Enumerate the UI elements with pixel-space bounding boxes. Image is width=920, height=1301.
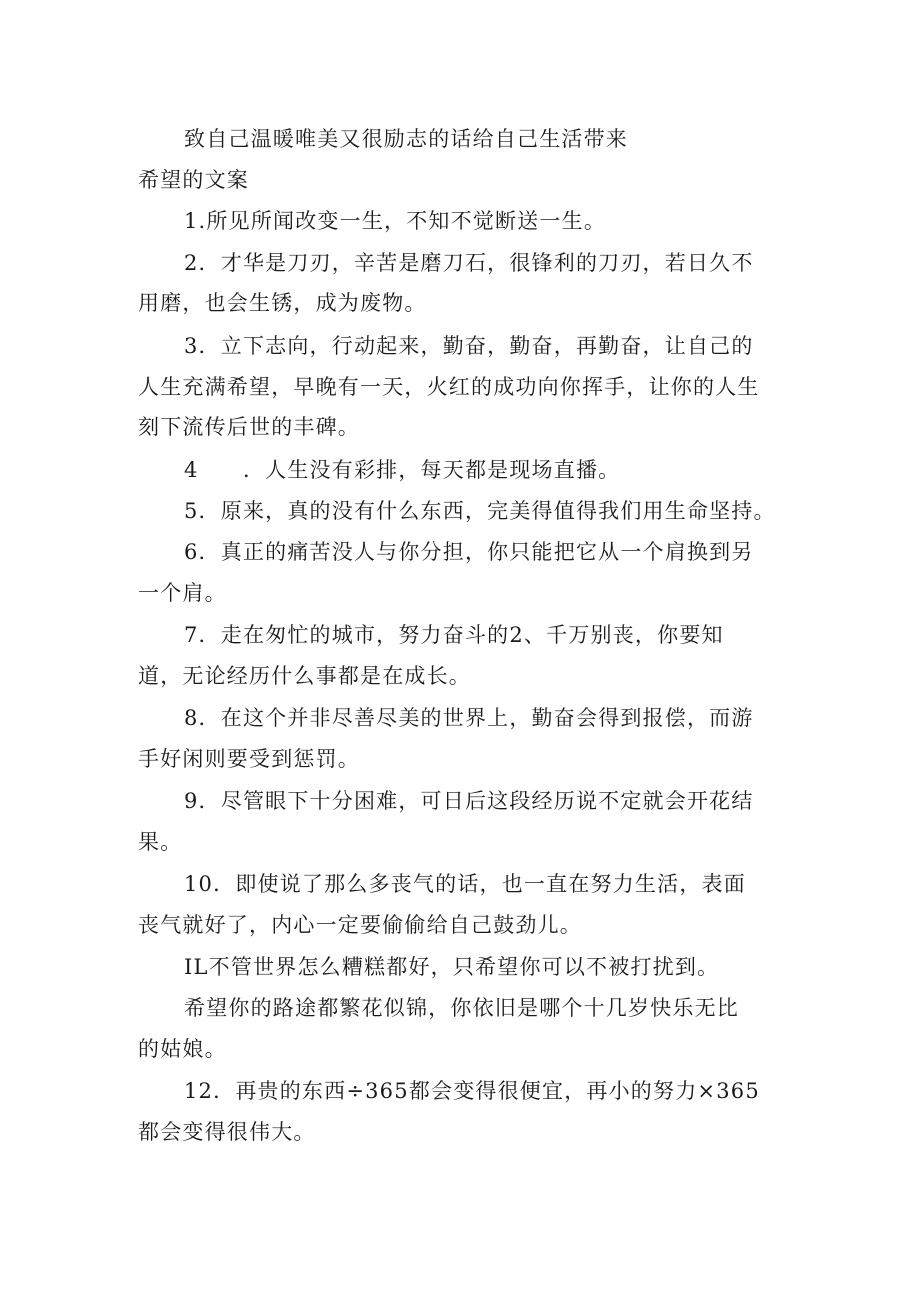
list-item-13-line-1: 12．再贵的东西÷365都会变得很便宜，再小的努力×365 <box>184 1079 760 1103</box>
document-title-line-2: 希望的文案 <box>138 168 249 192</box>
list-item-8-line-1: 8．在这个并非尽善尽美的世界上，勤奋会得到报偿，而游 <box>184 706 754 730</box>
document-title-line-1: 致自己温暖唯美又很励志的话给自己生活带来 <box>184 127 628 151</box>
list-item-4-line-1: 4 ．人生没有彩排，每天都是现场直播。 <box>184 458 621 482</box>
list-item-11-line-1: IL不管世界怎么糟糕都好，只希望你可以不被打扰到。 <box>184 955 720 979</box>
list-item-1-line-1: 1.所见所闻改变一生，不知不觉断送一生。 <box>184 209 607 233</box>
list-item-3-line-3: 刻下流传后世的丰碑。 <box>138 415 360 439</box>
list-item-3-line-1: 3．立下志向，行动起来，勤奋，勤奋，再勤奋，让自己的 <box>184 334 754 358</box>
list-item-7-line-2: 道，无论经历什么事都是在成长。 <box>138 664 471 688</box>
list-item-8-line-2: 手好闲则要受到惩罚。 <box>138 747 360 771</box>
list-item-5-line-1: 5．原来，真的没有什么东西，完美得值得我们用生命坚持。 <box>184 499 776 523</box>
list-item-7-line-1: 7．走在匆忙的城市，努力奋斗的2、千万别丧，你要知 <box>184 623 724 647</box>
list-item-3-line-2: 人生充满希望，早晚有一天，火红的成功向你挥手，让你的人生 <box>138 375 760 399</box>
list-item-6-line-1: 6．真正的痛苦没人与你分担，你只能把它从一个肩换到另 <box>184 540 754 564</box>
list-item-12-line-1: 希望你的路途都繁花似锦，你依旧是哪个十几岁快乐无比 <box>184 996 739 1020</box>
list-item-10-line-1: 10．即使说了那么多丧气的话，也一直在努力生活，表面 <box>184 872 746 896</box>
list-item-2-line-1: 2．才华是刀刃，辛苦是磨刀石，很锋利的刀刃，若日久不 <box>184 251 754 275</box>
list-item-10-line-2: 丧气就好了，内心一定要偷偷给自己鼓劲儿。 <box>138 913 582 937</box>
list-item-12-line-2: 的姑娘。 <box>138 1037 227 1061</box>
list-item-9-line-1: 9．尽管眼下十分困难，可日后这段经历说不定就会开花结 <box>184 789 754 813</box>
list-item-6-line-2: 一个肩。 <box>138 581 227 605</box>
list-item-9-line-2: 果。 <box>138 830 183 854</box>
list-item-13-line-2: 都会变得很伟大。 <box>138 1120 316 1144</box>
list-item-2-line-2: 用磨，也会生锈，成为废物。 <box>138 291 427 315</box>
